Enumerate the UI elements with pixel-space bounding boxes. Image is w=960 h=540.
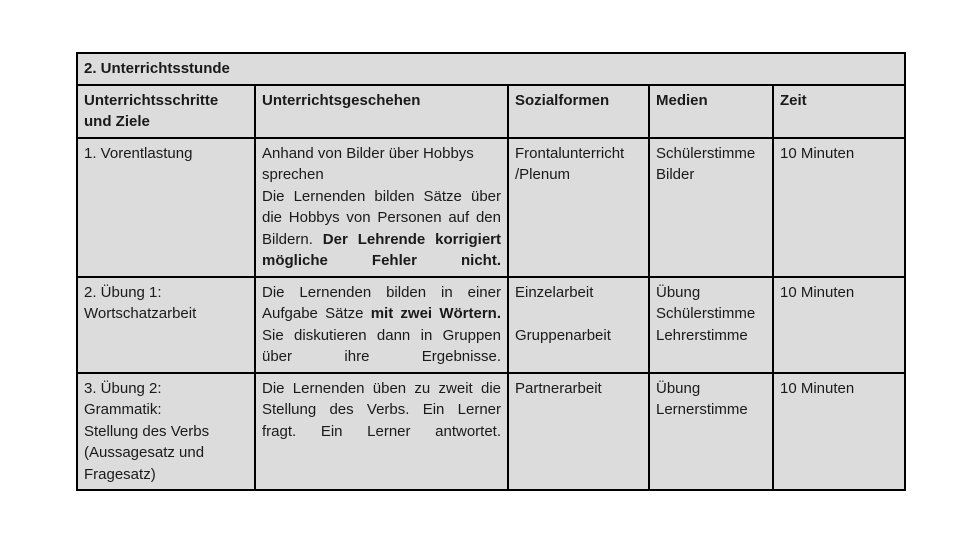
media-item: Schülerstimme	[656, 305, 756, 322]
media-item: Übung	[656, 379, 701, 397]
media-cell	[649, 277, 773, 373]
table-title: 2. Unterrichtsstunde	[77, 53, 905, 85]
process-text: Die Lernenden üben zu zweit die Stellung des Verbs. Ein Lerner fragt. Ein Lerner antwortet.	[262, 379, 501, 440]
process-cell	[255, 277, 508, 373]
process-cell	[255, 373, 508, 491]
header-time: Zeit	[773, 85, 905, 138]
process-text	[262, 186, 501, 272]
table-row	[77, 277, 905, 373]
table-row	[77, 373, 905, 491]
table-header-row	[77, 85, 905, 138]
time-cell: 10 Minuten	[773, 138, 905, 277]
step-line: Stellung des Verbs	[84, 422, 210, 440]
step-line: Fragesatz)	[84, 465, 156, 483]
media-item: Bilder	[656, 166, 695, 183]
step-cell: 1. Vorentlastung	[77, 138, 255, 277]
process-text: Anhand von Bilder über Hobbys sprechen	[262, 144, 474, 183]
media-item: Übung	[656, 283, 701, 301]
header-process: Unterrichtsgeschehen	[255, 85, 508, 138]
table-title-row	[77, 53, 905, 85]
social-cell: Frontalunterricht /Plenum	[508, 138, 649, 277]
social-item: Einzelarbeit	[515, 283, 594, 301]
media-item: Lernerstimme	[656, 401, 748, 418]
spacer	[515, 303, 642, 325]
step-line: Grammatik:	[84, 401, 162, 418]
social-cell	[508, 277, 649, 373]
time-cell: 10 Minuten	[773, 277, 905, 373]
table-row	[77, 138, 905, 277]
process-cell	[255, 138, 508, 277]
process-text	[262, 282, 501, 368]
social-item: Gruppenarbeit	[515, 327, 611, 344]
time-cell: 10 Minuten	[773, 373, 905, 491]
media-cell	[649, 373, 773, 491]
process-bold-text: mit zwei Wörtern.	[370, 305, 501, 322]
step-line: (Aussagesatz und	[84, 444, 205, 461]
media-item: Schülerstimme	[656, 144, 756, 162]
media-item: Lehrerstimme	[656, 326, 748, 344]
process-text: Die Lernenden bilden Sätze über die Hobbys von Personen auf den Bildern.	[262, 187, 501, 248]
header-steps: Unterrichtsschritte und Ziele	[77, 85, 255, 138]
social-cell: Partnerarbeit	[508, 373, 649, 491]
header-media: Medien	[649, 85, 773, 138]
step-cell: 2. Übung 1: Wortschatzarbeit	[77, 277, 255, 373]
process-text: Sie diskutieren dann in Gruppen über ihre Ergebnisse.	[262, 326, 501, 365]
media-cell	[649, 138, 773, 277]
step-line: 3. Übung 2:	[84, 379, 162, 397]
process-text: Die Lernenden bilden in einer Aufgabe Sätze	[262, 283, 501, 322]
lesson-plan-table	[76, 52, 906, 491]
header-social: Sozialformen	[508, 85, 649, 138]
step-cell	[77, 373, 255, 491]
process-bold-text: Der Lehrende korrigiert mögliche Fehler nicht.	[262, 230, 501, 269]
